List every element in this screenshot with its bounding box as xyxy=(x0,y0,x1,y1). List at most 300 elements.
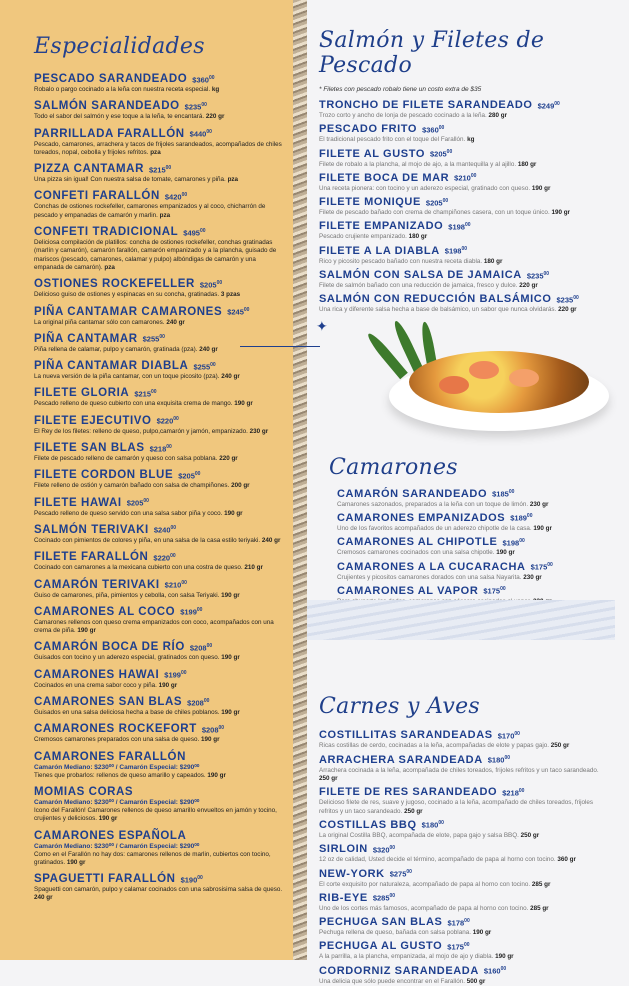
menu-item-price: $\$420^{00}$ xyxy=(164,191,188,202)
menu-item-price: $\$495^{00}$ xyxy=(183,227,206,238)
menu-item-row xyxy=(319,172,603,184)
menu-item-cents: 00 xyxy=(210,361,216,368)
menu-item-description: Ricas costillas de cerdo, cocinadas a la leña, acompañadas de elote y papas gajo. 250 gr xyxy=(319,742,570,750)
menu-item-name: CAMARONES ROCKEFORT xyxy=(34,723,197,736)
menu-item-cents: 00 xyxy=(526,513,533,520)
menu-item-cents: 00 xyxy=(519,537,525,544)
menu-item-description: Pechuga rellena de queso, bañada con salsa poblana. 190 gr xyxy=(319,929,492,937)
menu-item-portion: pza xyxy=(159,211,171,219)
menu-item xyxy=(34,100,283,121)
menu-item-name: FILETE GLORIA xyxy=(34,387,130,400)
menu-item-cents: 00 xyxy=(243,307,250,314)
menu-item-cents: 00 xyxy=(199,227,206,234)
menu-item-name: CAMARONES HAWAI xyxy=(34,668,160,681)
menu-item-description: Guisados en una salsa deliciosa hecha a base de chiles poblanos. 190 gr xyxy=(34,709,240,717)
menu-item-description: La nueva versión de la piña cantamar, con un toque picosito (pza). 240 gr xyxy=(34,373,240,381)
menu-item-price: $\$249^{00}$ xyxy=(537,100,560,110)
menu-item-name: MOMIAS CORAS xyxy=(34,785,134,798)
menu-item-portion: 240 gr xyxy=(221,373,240,381)
menu-item-row xyxy=(34,786,283,798)
menu-item-cents: 00 xyxy=(508,489,515,496)
menu-item-cents: 00 xyxy=(438,124,445,131)
menu-item-name: FILETE MONIQUE xyxy=(319,196,421,209)
menu-item-description: Cocinados en una crema sabor coco y piña. 190 gr xyxy=(34,681,178,689)
menu-item-portion: 190 gr xyxy=(207,771,226,779)
menu-item xyxy=(34,606,283,636)
menu-item-row xyxy=(34,669,283,681)
menu-item-price: $\$198^{00}$ xyxy=(502,537,525,548)
menu-item-price: $\$205^{00}$ xyxy=(425,197,449,208)
menu-item-description: Como en el Farallón no hay dos: camarones rellenos de marlin, cubiertos con tocino, gratinados. 190 gr xyxy=(34,850,271,866)
menu-item-price: $\$235^{00}$ xyxy=(526,270,550,281)
menu-item xyxy=(34,415,283,436)
menu-item-row xyxy=(34,641,283,653)
menu-item-row xyxy=(34,333,283,345)
menu-item-description: Trozo corto y ancho de lonja de pescado cocinado a la leña. 280 gr xyxy=(319,112,508,119)
menu-item xyxy=(34,306,283,327)
menu-item-name: PIÑA CANTAMAR CAMARONES xyxy=(34,305,223,318)
menu-item-portion: 190 gr xyxy=(234,400,253,408)
menu-item-row xyxy=(34,387,283,399)
menu-item-cents: 00 xyxy=(504,755,511,762)
menu-item-portion: 240 gr xyxy=(199,345,218,353)
menu-item-cents: 00 xyxy=(442,197,449,204)
menu-item-portion: 240 gr xyxy=(166,318,185,326)
menu-item-portion: 250 gr xyxy=(550,742,570,750)
menu-item-cents: 00 xyxy=(181,191,188,198)
menu-item-portion: 220 gr xyxy=(219,455,238,463)
menu-item xyxy=(34,497,283,518)
menu-item-row xyxy=(34,190,283,202)
menu-item-name: SPAGUETTI FARALLÓN xyxy=(34,873,176,886)
menu-item-row xyxy=(319,729,603,741)
menu-item-portion: 190 gr xyxy=(496,549,515,557)
menu-item-description: Cremosos camarones preparados con una salsa de queso. 190 gr xyxy=(34,736,220,744)
especialidades-list xyxy=(34,73,283,903)
menu-item-row xyxy=(34,73,283,85)
menu-item-row xyxy=(319,99,603,111)
menu-item-description: Guiso de camarones, piña, pimientos y cebolla, con salsa Teriyaki. 190 gr xyxy=(34,591,240,599)
menu-item-price: $\$360^{00}$ xyxy=(192,74,215,84)
especialidades-title: Especialidades xyxy=(34,34,205,59)
menu-item-portion: 190 gr xyxy=(221,591,240,599)
menu-item-price: $\$235^{00}$ xyxy=(184,101,207,112)
menu-item-price: $\$275^{00}$ xyxy=(389,869,412,879)
menu-item-name: CAMARONES AL VAPOR xyxy=(337,584,479,597)
menu-item-cents: 00 xyxy=(470,173,477,180)
menu-item-cents: 00 xyxy=(500,966,507,973)
menu-item-name: SALMÓN TERIVAKI xyxy=(34,523,149,536)
menu-item-price: $\$320^{00}$ xyxy=(372,844,396,855)
menu-item-row xyxy=(319,819,603,831)
menu-item xyxy=(319,172,603,193)
menu-item-name: CAMARONES FARALLÓN xyxy=(34,750,186,763)
menu-item-name: CONFETI TRADICIONAL xyxy=(34,226,179,239)
menu-item-row xyxy=(34,751,283,763)
menu-item-name: NEW-YORK xyxy=(319,867,385,880)
menu-item-portion: 190 gr xyxy=(98,815,118,823)
rope-divider xyxy=(293,0,307,960)
menu-item xyxy=(34,190,283,220)
menu-item-portion: 190 gr xyxy=(472,929,492,937)
menu-item-name: ARRACHERA SARANDEADA xyxy=(319,753,483,766)
menu-item-row xyxy=(319,868,603,880)
menu-item-price: $\$199^{00}$ xyxy=(180,607,203,617)
menu-item xyxy=(34,442,283,463)
menu-item-description: Pescado crujiente empanizado. 180 gr xyxy=(319,233,428,241)
menu-item-cents: 00 xyxy=(216,279,223,286)
menu-item xyxy=(34,128,283,158)
menu-item xyxy=(34,551,283,572)
menu-item-description: Delicioso guiso de ostiones y espinacas en su concha, gratinadas. 3 pzas xyxy=(34,291,241,299)
menu-item xyxy=(319,843,603,864)
menu-item-name: PIÑA CANTAMAR xyxy=(34,332,138,345)
menu-item-name: TRONCHO DE FILETE SARANDEADO xyxy=(319,99,533,111)
menu-item-row xyxy=(34,226,283,238)
menu-item-name: PESCADO FRITO xyxy=(319,123,418,136)
menu-item-description: Guisados con tocino y un aderezo especial, gratinados con queso. 190 gr xyxy=(34,654,240,662)
menu-item-price: $\$185^{00}$ xyxy=(492,489,515,499)
menu-item-portion: 180 gr xyxy=(408,233,428,241)
menu-item-price: $\$198^{00}$ xyxy=(444,246,468,256)
menu-item xyxy=(34,873,283,903)
menu-item-description: El tradicional pescado frito con el toque del Farallón. kg xyxy=(319,136,475,144)
menu-item xyxy=(34,333,283,354)
menu-item-portion: 200 gr xyxy=(231,482,250,490)
menu-item-row xyxy=(337,488,603,500)
menu-item-price: $\$215^{00}$ xyxy=(148,164,172,175)
menu-item xyxy=(319,269,603,290)
menu-item-cents: 00 xyxy=(446,149,453,156)
menu-item xyxy=(34,469,283,490)
menu-item xyxy=(34,830,283,868)
menu-item-name: FILETE SAN BLAS xyxy=(34,442,145,455)
menu-item-row xyxy=(337,585,603,597)
menu-item-row xyxy=(34,163,283,175)
salmon-note: * Filetes con pescado robalo tiene un costo extra de $35 xyxy=(319,86,482,93)
menu-item-description: El corte exquisito por naturaleza, acompañado de papa al horno con tocino. 285 gr xyxy=(319,880,551,888)
menu-item xyxy=(319,220,603,241)
menu-item-size-prices: Camarón Mediano: $230⁰⁰ / Camarón Especial: $290⁰⁰ xyxy=(34,842,200,850)
menu-item-cents: 00 xyxy=(206,129,212,136)
menu-item-row xyxy=(319,148,603,160)
menu-item xyxy=(319,819,603,840)
menu-item-row xyxy=(34,524,283,536)
menu-item-description: Cocinado con camarones a la mexicana cubierto con una costra de queso. 210 gr xyxy=(34,564,263,572)
menu-item-portion: 230 gr xyxy=(523,573,542,581)
menu-item-description: Piña rellena de calamar, pulpo y camarón, gratinada (pza). 240 gr xyxy=(34,345,218,353)
menu-item-cents: 00 xyxy=(208,74,215,81)
menu-item-price: $\$208^{00}$ xyxy=(187,697,210,708)
menu-item-row xyxy=(34,551,283,563)
menu-item-cents: 00 xyxy=(196,607,203,614)
menu-item-row xyxy=(319,892,603,904)
menu-item xyxy=(319,293,603,314)
menu-item-price: $\$180^{00}$ xyxy=(421,820,444,830)
menu-item-price: $\$255^{00}$ xyxy=(193,361,216,372)
menu-item xyxy=(337,536,603,557)
menu-item-portion: 220 gr xyxy=(519,282,538,290)
menu-item-description: Camarones sazonados, preparados a la leña con un toque de limón. 230 gr xyxy=(337,500,549,508)
menu-item-row xyxy=(319,245,603,257)
menu-item-name: OSTIONES ROCKEFELLER xyxy=(34,278,195,291)
menu-item-price: $\$255^{00}$ xyxy=(142,334,165,344)
menu-item-price: $\$440^{00}$ xyxy=(189,129,212,139)
menu-item-portion: 190 gr xyxy=(221,709,240,717)
menu-item-cents: 00 xyxy=(438,820,444,827)
menu-item xyxy=(319,892,603,913)
pineapple-dish-image xyxy=(359,321,629,441)
menu-item xyxy=(34,524,283,545)
menu-item xyxy=(319,148,603,169)
menu-item-portion: 190 gr xyxy=(221,654,240,662)
menu-item-cents: 00 xyxy=(159,334,165,341)
menu-item-portion: 360 gr xyxy=(557,856,576,864)
carnes-list xyxy=(319,729,603,986)
menu-item xyxy=(337,512,603,533)
menu-item-price: $\$175^{00}$ xyxy=(483,586,506,596)
menu-item-name: CAMARONES AL COCO xyxy=(34,605,176,618)
menu-item-cents: 00 xyxy=(206,642,213,649)
menu-item-row xyxy=(319,940,603,952)
menu-item xyxy=(34,360,283,381)
menu-item-price: $\$285^{00}$ xyxy=(372,893,396,903)
menu-item-name: FILETE EJECUTIVO xyxy=(34,414,152,427)
menu-item-description: Pescado, camarones, arrachera y tacos de frijoles sarandeados, acompañados de chiles toreados, nopal, cebolla y frijoles refritos. pza xyxy=(34,140,282,156)
menu-item-name: CAMARÓN SARANDEADO xyxy=(337,487,488,500)
menu-item xyxy=(319,965,603,986)
menu-item-portion: 190 gr xyxy=(224,509,243,517)
menu-item-portion: pza xyxy=(104,263,115,271)
menu-item-row xyxy=(337,536,603,548)
menu-item xyxy=(319,940,603,961)
menu-item-row xyxy=(319,293,603,305)
menu-item-description: Tienes que probarlos: rellenos de queso amarillo y capeados. 190 gr xyxy=(34,771,226,779)
menu-item-portion: 190 gr xyxy=(531,184,551,192)
menu-item-cents: 00 xyxy=(203,697,210,704)
menu-item-portion: 500 gr xyxy=(466,977,486,985)
menu-item-row xyxy=(319,916,603,928)
menu-item-name: CAMARONES AL CHIPOTLE xyxy=(337,536,498,549)
menu-item-name: FILETE BOCA DE MAR xyxy=(319,171,450,184)
menu-item-row xyxy=(337,512,603,524)
menu-item-cents: 00 xyxy=(461,246,468,253)
menu-item-portion: 280 gr xyxy=(488,112,508,119)
wave-decoration xyxy=(307,600,615,640)
menu-item-portion: 220 gr xyxy=(205,113,225,121)
menu-item-price: $\$205^{00}$ xyxy=(178,470,201,481)
menu-item-price: $\$178^{00}$ xyxy=(447,917,470,928)
menu-item-cents: 00 xyxy=(543,270,550,277)
menu-item-portion: pza xyxy=(150,148,161,156)
menu-item-row xyxy=(319,965,603,977)
menu-item-cents: 00 xyxy=(181,580,187,587)
menu-item-name: PESCADO SARANDEADO xyxy=(34,73,188,85)
menu-item-price: $\$208^{00}$ xyxy=(201,724,225,735)
menu-item-cents: 00 xyxy=(389,893,396,900)
menu-item-name: SALMÓN CON SALSA DE JAMAICA xyxy=(319,269,522,282)
menu-item-name: SALMÓN SARANDEADO xyxy=(34,100,180,113)
menu-item-name: PECHUGA SAN BLAS xyxy=(319,916,443,929)
menu-item xyxy=(319,754,603,784)
menu-item xyxy=(34,387,283,408)
menu-item-row xyxy=(337,561,603,573)
menu-item-size-prices: Camarón Mediano: $230⁰⁰ / Camarón Especial: $290⁰⁰ xyxy=(34,763,200,771)
menu-item-portion: kg xyxy=(211,86,220,93)
menu-item-row xyxy=(34,360,283,372)
menu-item-cents: 00 xyxy=(151,388,157,395)
menu-item-name: FILETE FARALLÓN xyxy=(34,551,149,564)
menu-item-row xyxy=(34,579,283,591)
salmon-list xyxy=(319,99,603,315)
menu-item-price: $\$210^{00}$ xyxy=(454,173,477,183)
menu-item-price: $\$175^{00}$ xyxy=(530,562,553,572)
menu-item xyxy=(34,696,283,717)
menu-item xyxy=(337,561,603,582)
menu-item-row xyxy=(319,754,603,766)
menu-item xyxy=(34,278,283,299)
menu-item-description: Todo el sabor del salmón y ese toque a la leña, te encantará. 220 gr xyxy=(34,113,225,121)
menu-item-description: Una pizza sin igual! Con nuestra salsa de tomate, camarones y piña. pza xyxy=(34,176,239,184)
menu-item xyxy=(319,916,603,937)
menu-item-name: CAMARONES ESPAÑOLA xyxy=(34,829,187,842)
menu-item-name: FILETE DE RES SARANDEADO xyxy=(319,786,498,799)
menu-item-cents: 00 xyxy=(389,844,396,851)
menu-item-price: $\$170^{00}$ xyxy=(497,730,520,741)
menu-item-name: FILETE A LA DIABLA xyxy=(319,244,440,257)
menu-item-name: CAMARÓN TERIVAKI xyxy=(34,578,160,591)
menu-item-cents: 00 xyxy=(518,787,525,794)
menu-item-price: $\$175^{00}$ xyxy=(447,941,470,952)
menu-item-name: SIRLOIN xyxy=(319,843,368,856)
menu-item-price: $\$210^{00}$ xyxy=(164,580,187,590)
menu-item-price: $\$220^{00}$ xyxy=(156,416,179,426)
menu-item-description: Una rica y diferente salsa hecha a base de balsámico, un sabor que nunca olvidarás. 220 gr xyxy=(319,306,577,314)
menu-item-description: Pescado relleno de queso servido con una salsa sabor piña y coco. 190 gr xyxy=(34,509,243,517)
menu-item-price: $\$205^{00}$ xyxy=(126,498,149,508)
menu-item xyxy=(319,786,603,816)
menu-item-portion: 190 gr xyxy=(158,681,178,689)
menu-item-name: FILETE CORDON BLUE xyxy=(34,469,174,482)
menu-item-price: $\$215^{00}$ xyxy=(134,388,157,399)
menu-item-description: La original piña cantamar sólo con camarones. 240 gr xyxy=(34,318,185,326)
menu-item-cents: 00 xyxy=(166,443,172,450)
menu-item-cents: 00 xyxy=(500,586,506,593)
menu-item-name: RIB-EYE xyxy=(319,891,368,904)
menu-item-cents: 00 xyxy=(173,416,179,423)
menu-item-description: Filete de salmón bañado con una reducción de jamaica, fresco y dulce. 220 gr xyxy=(319,282,538,290)
menu-item-row xyxy=(34,830,283,842)
menu-item-portion: 230 gr xyxy=(529,500,549,508)
menu-item-cents: 00 xyxy=(180,670,187,677)
menu-item xyxy=(319,123,603,144)
carnes-title: Carnes y Aves xyxy=(319,694,480,720)
menu-item-portion: 285 gr xyxy=(531,880,551,888)
menu-item-cents: 00 xyxy=(165,164,172,171)
menu-item-portion: 190 gr xyxy=(77,627,96,635)
menu-item-description: Deliciosa compilación de platillos: concha de ostiones rockefeller, conchas gratinadas (marlín y camarón), camarón farallón, camarón empanizado y a la plancha, guisado de mariscos (pescado, camarones, calamar y pulpo) albóndigas de camarón y una empanada de camarón). pza xyxy=(34,239,277,271)
menu-item-cents: 00 xyxy=(464,221,471,228)
menu-item-cents: 00 xyxy=(143,498,149,505)
menu-item-row xyxy=(34,606,283,618)
menu-item-cents: 00 xyxy=(406,869,412,876)
menu-item-description: Delicioso filete de res, suave y jugoso, cocinado a la leña, acompañado de chiles toreados, frijoles refritos y un taco sarandeado. 250 gr xyxy=(319,799,594,815)
menu-item-price: $\$180^{00}$ xyxy=(487,755,511,765)
menu-item-description: A la parrilla, a la plancha, empanizada, al mojo de ajo y diabla. 190 gr xyxy=(319,953,514,961)
menu-item-description: Conchas de ostiones rockefeller, camarones empanizados y al coco, chicharrón de pescado y empanadas de camarón y marlin. pza xyxy=(34,203,266,219)
menu-item-name: COSTILLAS BBQ xyxy=(319,818,417,831)
menu-item-row xyxy=(319,843,603,855)
menu-item xyxy=(34,579,283,600)
menu-item-row xyxy=(34,100,283,112)
menu-item-cents: 00 xyxy=(218,724,225,731)
menu-item xyxy=(319,729,603,750)
menu-item-description: Filete de pescado bañado con crema de champiñones casera, con un toque único. 190 gr xyxy=(319,209,571,217)
especialidades-panel xyxy=(0,0,293,960)
camarones-title: Camarones xyxy=(329,454,458,480)
menu-item-price: $\$198^{00}$ xyxy=(448,221,471,232)
menu-item-price: $\$160^{00}$ xyxy=(483,966,507,976)
menu-item xyxy=(34,669,283,690)
menu-item-description: Filete de pescado relleno de camarón y queso con salsa poblana. 220 gr xyxy=(34,455,238,463)
menu-item-description: Arrachera cocinada a la leña, acompañada de chiles toreados, frijoles refritos y un taco sarandeado. 250 gr xyxy=(319,766,599,783)
menu-item-name: FILETE AL GUSTO xyxy=(319,147,425,160)
menu-item-price: $\$235^{00}$ xyxy=(556,294,579,305)
menu-item-price: $\$190^{00}$ xyxy=(180,874,203,885)
menu-item-name: CAMARONES A LA CUCARACHA xyxy=(337,560,526,573)
star-icon: ✦ xyxy=(316,318,328,334)
menu-item-description: Camarones rellenos con queso crema empanizados con coco, acompañados con una crema de piña. 190 gr xyxy=(34,618,274,635)
menu-item-name: FILETE EMPANIZADO xyxy=(319,220,444,233)
menu-item-portion: 240 gr xyxy=(261,536,281,544)
menu-item-row xyxy=(319,220,603,232)
menu-item-description: Pescado relleno de queso cubierto con una exquisita crema de mango. 190 gr xyxy=(34,400,253,408)
menu-item-row xyxy=(34,415,283,427)
menu-item xyxy=(319,868,603,889)
menu-item-description: Cocinado con pimientos de colores y piña, en una salsa de la casa estilo teriyaki. 240 gr xyxy=(34,536,281,544)
menu-item-portion: 180 gr xyxy=(483,257,503,265)
menu-item-row xyxy=(319,196,603,208)
menu-item-cents: 00 xyxy=(554,100,560,107)
menu-item-portion: 210 gr xyxy=(244,564,263,572)
menu-item-price: $\$218^{00}$ xyxy=(149,443,172,454)
menu-item-description: Robalo o pargo cocinado a la leña con nuestra receta especial. kg xyxy=(34,86,220,93)
menu-item-price: $\$218^{00}$ xyxy=(502,787,525,798)
menu-item-row xyxy=(34,696,283,708)
menu-item-price: $\$360^{00}$ xyxy=(422,124,445,135)
menu-item xyxy=(34,226,283,272)
menu-item-price: $\$189^{00}$ xyxy=(510,513,533,523)
menu-item xyxy=(34,641,283,662)
menu-item-portion: 3 pzas xyxy=(220,291,241,299)
menu-item-description: La original Costilla BBQ, acompañada de elote, papa gajo y salsa BBQ. 250 gr xyxy=(319,831,540,839)
menu-item-price: $\$220^{00}$ xyxy=(153,552,176,563)
menu-item-cents: 00 xyxy=(170,552,176,559)
menu-item-portion: 250 gr xyxy=(404,807,423,815)
menu-item-description: Uno de los favoritos acompañados de un aderezo chipotle de la casa. 190 gr xyxy=(337,524,552,532)
menu-item-portion: kg xyxy=(467,136,475,144)
menu-item-row xyxy=(34,128,283,140)
menu-item-portion: 250 gr xyxy=(520,831,540,839)
menu-item-name: CAMARÓN BOCA DE RÍO xyxy=(34,641,185,654)
menu-item-cents: 00 xyxy=(464,917,470,924)
menu-item-name: CORDORNIZ SARANDEADA xyxy=(319,964,479,977)
menu-item-portion: pza xyxy=(227,176,239,184)
menu-item-name: CAMARONES SAN BLAS xyxy=(34,696,183,709)
menu-item-portion: 190 gr xyxy=(495,953,514,961)
menu-item-description: Rico y picosito pescado bañado con nuestra receta diabla. 180 gr xyxy=(319,257,503,265)
menu-item-price: $\$208^{00}$ xyxy=(189,642,213,653)
